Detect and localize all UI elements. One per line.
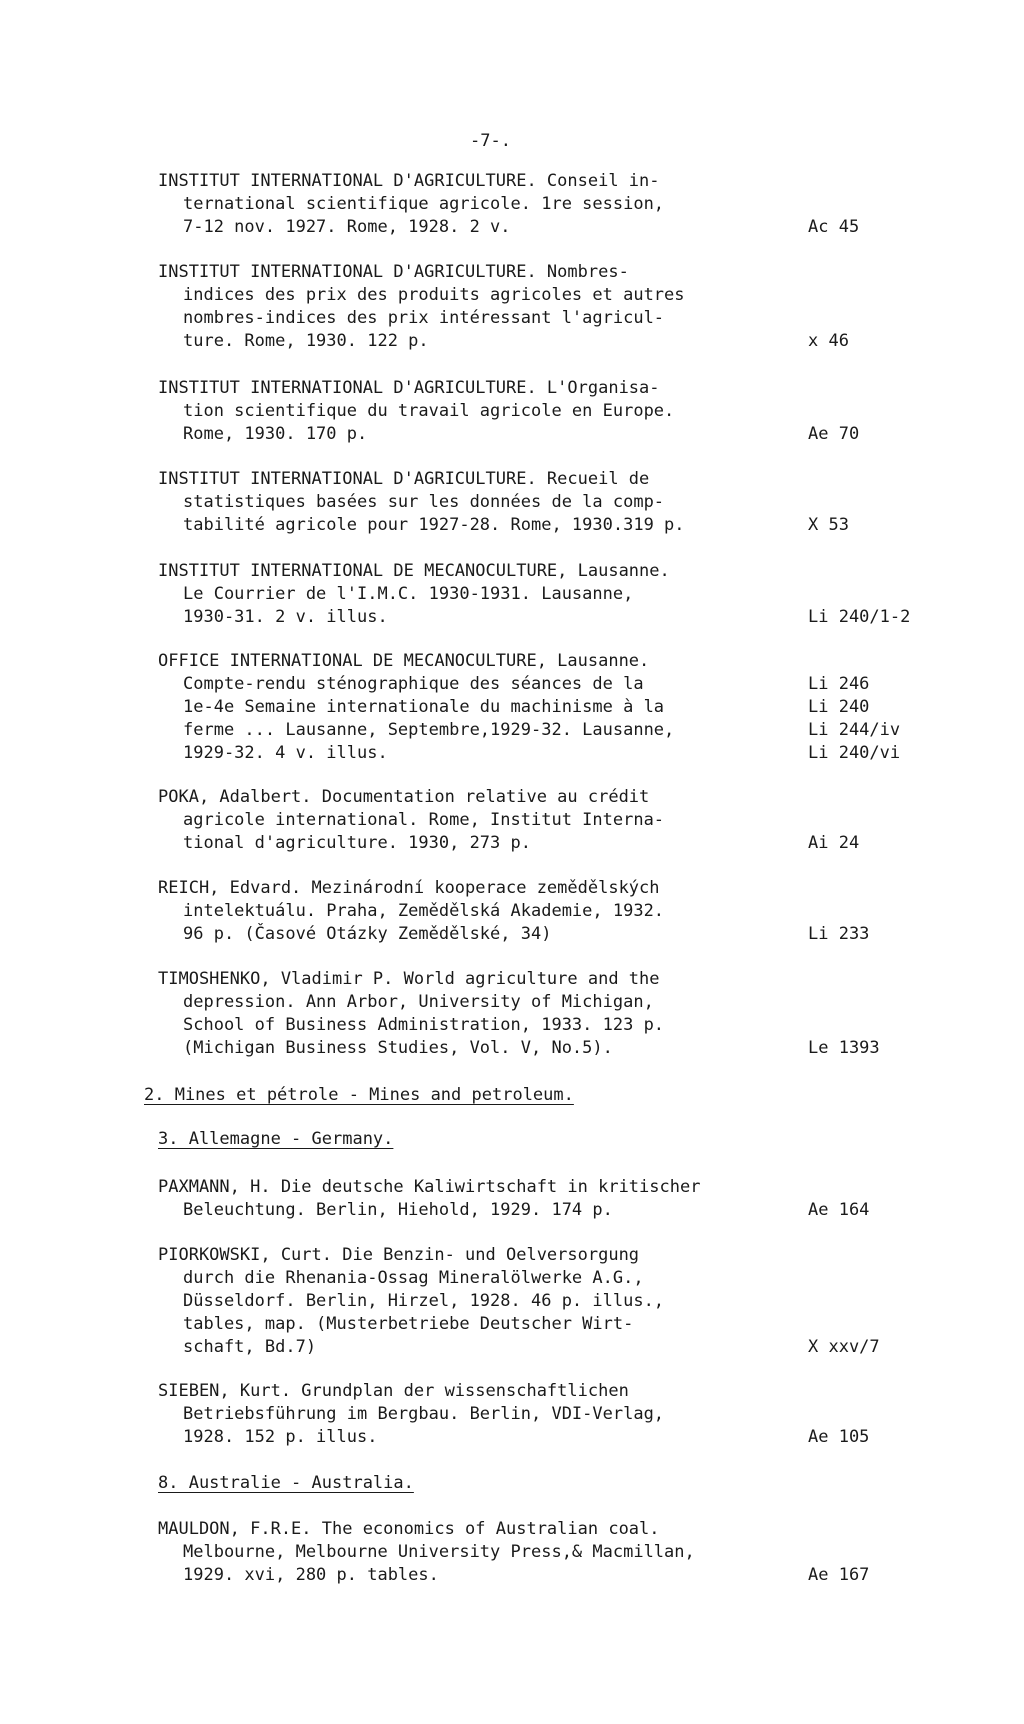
bibliography-entry bbox=[158, 1518, 998, 1587]
entry-line: agricole international. Rome, Institut Interna- bbox=[183, 810, 665, 830]
entry-line: INSTITUT INTERNATIONAL D'AGRICULTURE. Recueil de bbox=[158, 469, 650, 489]
shelf-mark: Le 1393 bbox=[808, 1038, 880, 1058]
entry-line: Rome, 1930. 170 p. bbox=[183, 424, 368, 444]
shelf-mark: Ae 167 bbox=[808, 1565, 870, 1585]
bibliography-entry bbox=[158, 877, 998, 946]
bibliography-entry bbox=[158, 968, 998, 1060]
bibliography-entry bbox=[158, 560, 998, 629]
entry-line: 7-12 nov. 1927. Rome, 1928. 2 v. bbox=[183, 217, 511, 237]
entry-line: depression. Ann Arbor, University of Michigan, bbox=[183, 992, 654, 1012]
bibliography-entry bbox=[158, 468, 998, 537]
entry-line: nombres-indices des prix intéressant l'agricul- bbox=[183, 308, 665, 328]
shelf-mark: x 46 bbox=[808, 331, 849, 351]
bibliography-entry bbox=[158, 1380, 998, 1449]
page-number: -7-. bbox=[470, 131, 511, 151]
shelf-mark: Li 233 bbox=[808, 924, 870, 944]
entry-line: PIORKOWSKI, Curt. Die Benzin- und Oelversorgung bbox=[158, 1245, 640, 1265]
entry-line: TIMOSHENKO, Vladimir P. World agriculture and the bbox=[158, 969, 660, 989]
section-heading: 2. Mines et pétrole - Mines and petroleum. bbox=[144, 1085, 574, 1105]
entry-line: MAULDON, F.R.E. The economics of Australian coal. bbox=[158, 1519, 660, 1539]
entry-line: Beleuchtung. Berlin, Hiehold, 1929. 174 p. bbox=[183, 1200, 613, 1220]
entry-line: Le Courrier de l'I.M.C. 1930-1931. Lausanne, bbox=[183, 584, 634, 604]
entry-line: PAXMANN, H. Die deutsche Kaliwirtschaft in kritischer bbox=[158, 1177, 701, 1197]
entry-line: INSTITUT INTERNATIONAL D'AGRICULTURE. L'Organisa- bbox=[158, 378, 660, 398]
shelf-mark: Ae 70 bbox=[808, 424, 860, 444]
bibliography-entry bbox=[158, 786, 998, 855]
entry-line: 1929-32. 4 v. illus. bbox=[183, 743, 388, 763]
entry-line: tabilité agricole pour 1927-28. Rome, 1930.319 p. bbox=[183, 515, 685, 535]
bibliography-entry bbox=[158, 377, 998, 446]
shelf-mark: X xxv/7 bbox=[808, 1337, 880, 1357]
entry-line: 1929. xvi, 280 p. tables. bbox=[183, 1565, 439, 1585]
entry-line: SIEBEN, Kurt. Grundplan der wissenschaftlichen bbox=[158, 1381, 629, 1401]
entry-line: INSTITUT INTERNATIONAL D'AGRICULTURE. Nombres- bbox=[158, 262, 629, 282]
bibliography-entry bbox=[158, 1176, 998, 1222]
entry-line: INSTITUT INTERNATIONAL D'AGRICULTURE. Conseil in- bbox=[158, 171, 660, 191]
shelf-mark: Ac 45 bbox=[808, 217, 860, 237]
entry-line: 1e-4e Semaine internationale du machinisme à la bbox=[183, 697, 665, 717]
entry-line: Compte-rendu sténographique des séances de la bbox=[183, 674, 644, 694]
shelf-mark: Ai 24 bbox=[808, 833, 860, 853]
entry-line: durch die Rhenania-Ossag Mineralölwerke A.G., bbox=[183, 1268, 644, 1288]
shelf-mark: X 53 bbox=[808, 515, 849, 535]
entry-line: tables, map. (Musterbetriebe Deutscher Wirt- bbox=[183, 1314, 634, 1334]
entry-line: 1928. 152 p. illus. bbox=[183, 1427, 378, 1447]
entry-line: schaft, Bd.7) bbox=[183, 1337, 317, 1357]
entry-line: tion scientifique du travail agricole en Europe. bbox=[183, 401, 675, 421]
bibliography-entry bbox=[158, 170, 998, 239]
section-heading: 8. Australie - Australia. bbox=[158, 1473, 414, 1493]
entry-line: tional d'agriculture. 1930, 273 p. bbox=[183, 833, 531, 853]
shelf-mark: Li 240 bbox=[808, 697, 870, 717]
bibliography-entry bbox=[158, 261, 998, 353]
entry-line: indices des prix des produits agricoles et autres bbox=[183, 285, 685, 305]
entry-line: intelektuálu. Praha, Zemědělská Akademie, 1932. bbox=[183, 901, 665, 921]
entry-line: 1930-31. 2 v. illus. bbox=[183, 607, 388, 627]
entry-line: School of Business Administration, 1933. 123 p. bbox=[183, 1015, 665, 1035]
shelf-mark: Li 244/iv bbox=[808, 720, 901, 740]
section-heading: 3. Allemagne - Germany. bbox=[158, 1129, 394, 1149]
entry-line: ferme ... Lausanne, Septembre,1929-32. Lausanne, bbox=[183, 720, 675, 740]
entry-line: POKA, Adalbert. Documentation relative au crédit bbox=[158, 787, 650, 807]
shelf-mark: Li 240/vi bbox=[808, 743, 901, 763]
entry-line: statistiques basées sur les données de la comp- bbox=[183, 492, 665, 512]
bibliography-entry bbox=[158, 1244, 998, 1359]
entry-line: INSTITUT INTERNATIONAL DE MECANOCULTURE, Lausanne. bbox=[158, 561, 670, 581]
shelf-mark: Li 246 bbox=[808, 674, 870, 694]
entry-line: ture. Rome, 1930. 122 p. bbox=[183, 331, 429, 351]
shelf-mark: Ae 164 bbox=[808, 1200, 870, 1220]
entry-line: Melbourne, Melbourne University Press,& Macmillan, bbox=[183, 1542, 695, 1562]
entry-line: OFFICE INTERNATIONAL DE MECANOCULTURE, Lausanne. bbox=[158, 651, 650, 671]
shelf-mark: Li 240/1-2 bbox=[808, 607, 911, 627]
entry-line: Düsseldorf. Berlin, Hirzel, 1928. 46 p. illus., bbox=[183, 1291, 665, 1311]
bibliography-entry bbox=[158, 650, 998, 765]
entry-line: REICH, Edvard. Mezinárodní kooperace zemědělských bbox=[158, 878, 660, 898]
entry-line: ternational scientifique agricole. 1re session, bbox=[183, 194, 665, 214]
entry-line: Betriebsführung im Bergbau. Berlin, VDI-Verlag, bbox=[183, 1404, 665, 1424]
entry-line: (Michigan Business Studies, Vol. V, No.5). bbox=[183, 1038, 613, 1058]
entry-line: 96 p. (Časové Otázky Zemědělské, 34) bbox=[183, 924, 552, 944]
shelf-mark: Ae 105 bbox=[808, 1427, 870, 1447]
